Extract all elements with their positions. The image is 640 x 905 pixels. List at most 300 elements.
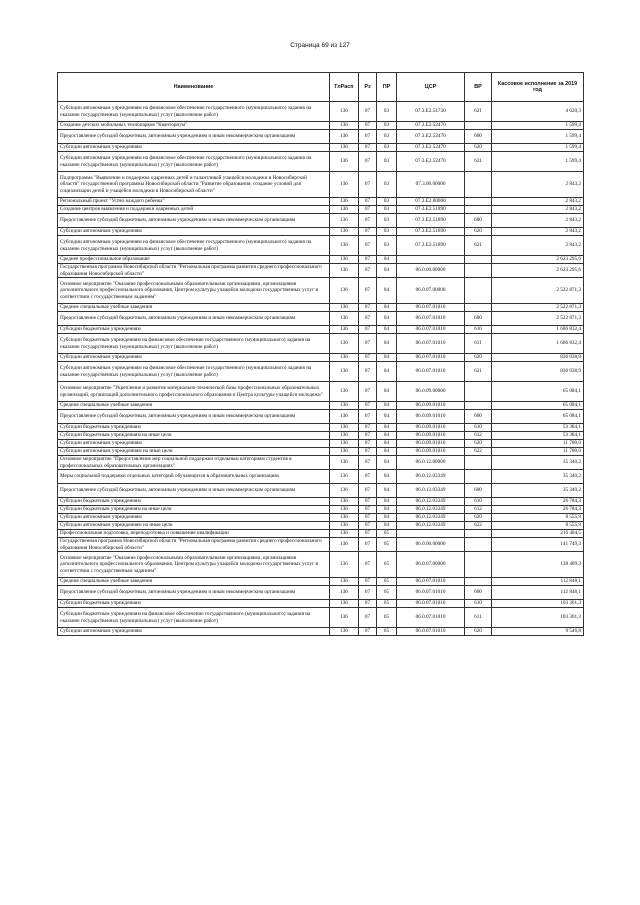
cell-csr: 06.0.00.00000 bbox=[397, 264, 465, 278]
cell-pr: 05 bbox=[377, 608, 397, 628]
cell-name: Предоставление субсидий бюджетным, автономным учреждениям и иным некоммерческим организациям bbox=[58, 410, 330, 424]
cell-glrasp: 136 bbox=[330, 530, 359, 538]
cell-csr: 06.0.09.01010 bbox=[397, 424, 465, 432]
cell-pr: 04 bbox=[377, 470, 397, 484]
cell-pr: 04 bbox=[377, 410, 397, 424]
cell-rz: 07 bbox=[359, 362, 377, 382]
cell-csr: 06.0.07.01010 bbox=[397, 312, 465, 326]
cell-name: Основное мероприятие "Предоставление мер социальной поддержки отдельным категориям студентов в профессиональных образовательных организациях" bbox=[58, 456, 330, 470]
cell-csr: 06.0.07.00000 bbox=[397, 278, 465, 304]
cell-vr: 600 bbox=[465, 484, 492, 498]
cell-execution: 2 843,2 bbox=[492, 214, 584, 228]
table-row bbox=[58, 448, 584, 456]
cell-pr: 04 bbox=[377, 484, 397, 498]
cell-csr: 07.3.E2.52470 bbox=[397, 152, 465, 172]
cell-execution: 112 848,1 bbox=[492, 578, 584, 586]
cell-name: Субсидии автономным учреждениям на финансовое обеспечение государственного (муниципального) задания на оказание государственных (муниципальных) услуг (выполнение работ) bbox=[58, 102, 330, 122]
cell-glrasp: 136 bbox=[330, 382, 359, 402]
cell-pr: 04 bbox=[377, 402, 397, 410]
column-header-rz: Рз bbox=[359, 73, 377, 102]
table-row bbox=[58, 198, 584, 206]
cell-rz: 07 bbox=[359, 432, 377, 440]
table-row bbox=[58, 130, 584, 144]
cell-vr: 621 bbox=[465, 102, 492, 122]
cell-vr: 620 bbox=[465, 514, 492, 522]
table-row bbox=[58, 514, 584, 522]
cell-pr: 04 bbox=[377, 256, 397, 264]
column-header-csr: ЦСР bbox=[397, 73, 465, 102]
table-row bbox=[58, 484, 584, 498]
cell-pr: 05 bbox=[377, 530, 397, 538]
cell-vr: 600 bbox=[465, 214, 492, 228]
cell-name: Основное мероприятие "Оказание профессиональными образовательными организациями, организациями дополнительного профессионального образования, Центром культуры учащейся молодежи государственных услуг в соответствии с государственным заданием" bbox=[58, 278, 330, 304]
cell-glrasp: 136 bbox=[330, 304, 359, 312]
cell-csr: 06.0.12.03349 bbox=[397, 484, 465, 498]
cell-name: Субсидии бюджетным учреждениям на финансовое обеспечение государственного (муниципального) задания на оказание государственных (муниципальных) услуг (выполнение работ) bbox=[58, 608, 330, 628]
cell-csr: 06.0.12.03349 bbox=[397, 506, 465, 514]
cell-vr: 600 bbox=[465, 410, 492, 424]
cell-csr: 06.0.12.03349 bbox=[397, 514, 465, 522]
cell-vr bbox=[465, 264, 492, 278]
cell-rz: 07 bbox=[359, 122, 377, 130]
cell-csr: 06.0.07.01010 bbox=[397, 362, 465, 382]
cell-execution: 8 555,9 bbox=[492, 514, 584, 522]
cell-execution: 65 084,1 bbox=[492, 410, 584, 424]
cell-pr: 05 bbox=[377, 586, 397, 600]
cell-rz: 07 bbox=[359, 264, 377, 278]
cell-name: Предоставление субсидий бюджетным, автономным учреждениям и иным некоммерческим организациям bbox=[58, 130, 330, 144]
cell-name: Субсидии автономным учреждениям на финансовое обеспечение государственного (муниципального) задания на оказание государственных (муниципальных) услуг (выполнение работ) bbox=[58, 362, 330, 382]
cell-pr: 03 bbox=[377, 228, 397, 236]
cell-execution: 2 522 871,3 bbox=[492, 278, 584, 304]
cell-execution: 1 686 832,4 bbox=[492, 326, 584, 334]
cell-glrasp: 136 bbox=[330, 214, 359, 228]
cell-name: Создание центров выявления и поддержки одаренных детей bbox=[58, 206, 330, 214]
table-row bbox=[58, 538, 584, 552]
cell-execution: 2 843,2 bbox=[492, 172, 584, 198]
cell-glrasp: 136 bbox=[330, 440, 359, 448]
cell-rz: 07 bbox=[359, 304, 377, 312]
cell-pr: 03 bbox=[377, 236, 397, 256]
cell-glrasp: 136 bbox=[330, 522, 359, 530]
cell-rz: 07 bbox=[359, 424, 377, 432]
cell-execution: 103 301,3 bbox=[492, 608, 584, 628]
cell-glrasp: 136 bbox=[330, 432, 359, 440]
cell-csr: 06.0.09.01010 bbox=[397, 402, 465, 410]
cell-rz: 07 bbox=[359, 236, 377, 256]
cell-vr: 620 bbox=[465, 440, 492, 448]
cell-glrasp: 136 bbox=[330, 122, 359, 130]
cell-csr: 06.0.07.01010 bbox=[397, 334, 465, 354]
cell-execution: 65 084,1 bbox=[492, 402, 584, 410]
cell-vr: 620 bbox=[465, 354, 492, 362]
cell-execution: 26 784,3 bbox=[492, 506, 584, 514]
cell-vr: 610 bbox=[465, 498, 492, 506]
cell-pr: 05 bbox=[377, 552, 397, 578]
cell-name: Субсидии бюджетным учреждениям bbox=[58, 600, 330, 608]
cell-pr: 04 bbox=[377, 448, 397, 456]
cell-csr: 07.3.E2.52470 bbox=[397, 130, 465, 144]
cell-rz: 07 bbox=[359, 506, 377, 514]
cell-name: Государственная программа Новосибирской области "Региональная программа развития среднего профессионального образования Новосибирской области" bbox=[58, 264, 330, 278]
cell-csr: 06.0.12.03349 bbox=[397, 522, 465, 530]
cell-csr: 06.0.07.01010 bbox=[397, 578, 465, 586]
cell-glrasp: 136 bbox=[330, 456, 359, 470]
cell-name: Предоставление субсидий бюджетным, автономным учреждениям и иным некоммерческим организациям bbox=[58, 484, 330, 498]
cell-vr: 611 bbox=[465, 608, 492, 628]
cell-vr: 621 bbox=[465, 362, 492, 382]
cell-glrasp: 136 bbox=[330, 326, 359, 334]
cell-csr: 06.0.07.01010 bbox=[397, 304, 465, 312]
cell-vr bbox=[465, 304, 492, 312]
cell-pr: 03 bbox=[377, 122, 397, 130]
cell-name: Субсидии автономным учреждениям bbox=[58, 354, 330, 362]
table-row bbox=[58, 440, 584, 448]
cell-glrasp: 136 bbox=[330, 410, 359, 424]
cell-name: Субсидии бюджетным учреждениям на иные цели bbox=[58, 506, 330, 514]
cell-pr: 03 bbox=[377, 102, 397, 122]
table-row bbox=[58, 402, 584, 410]
cell-execution: 35 340,2 bbox=[492, 456, 584, 470]
cell-csr: 06.0.00.00000 bbox=[397, 538, 465, 552]
cell-pr: 05 bbox=[377, 600, 397, 608]
cell-csr: 07.3.E2.52470 bbox=[397, 144, 465, 152]
cell-rz: 07 bbox=[359, 456, 377, 470]
cell-csr: 06.0.07.01010 bbox=[397, 354, 465, 362]
cell-vr bbox=[465, 382, 492, 402]
cell-glrasp: 136 bbox=[330, 102, 359, 122]
cell-pr: 03 bbox=[377, 214, 397, 228]
cell-csr: 06.0.09.01010 bbox=[397, 410, 465, 424]
cell-pr: 03 bbox=[377, 144, 397, 152]
cell-execution: 112 848,1 bbox=[492, 586, 584, 600]
cell-rz: 07 bbox=[359, 256, 377, 264]
table-row bbox=[58, 256, 584, 264]
cell-execution: 26 784,3 bbox=[492, 498, 584, 506]
column-header-vr: ВР bbox=[465, 73, 492, 102]
cell-glrasp: 136 bbox=[330, 228, 359, 236]
cell-name: Создание детских мобильных технопарков "Кванториум" bbox=[58, 122, 330, 130]
cell-execution: 9 546,8 bbox=[492, 628, 584, 636]
cell-pr: 04 bbox=[377, 514, 397, 522]
table-row bbox=[58, 382, 584, 402]
cell-pr: 04 bbox=[377, 278, 397, 304]
cell-name: Субсидии бюджетным учреждениям bbox=[58, 326, 330, 334]
cell-rz: 07 bbox=[359, 484, 377, 498]
cell-vr: 612 bbox=[465, 506, 492, 514]
cell-pr: 03 bbox=[377, 198, 397, 206]
cell-name: Подпрограмма "Выявление и поддержка одаренных детей и талантливой учащейся молодежи в Новосибирской области" государственной программы Новосибирской области "Развитие образования, создание условий для социализации детей и учащейся молодежи в Новосибирской области" bbox=[58, 172, 330, 198]
cell-csr: 06.0.12.00000 bbox=[397, 456, 465, 470]
cell-vr bbox=[465, 470, 492, 484]
cell-pr: 04 bbox=[377, 334, 397, 354]
cell-execution: 2 843,2 bbox=[492, 206, 584, 214]
cell-vr bbox=[465, 172, 492, 198]
cell-name: Предоставление субсидий бюджетным, автономным учреждениям и иным некоммерческим организациям bbox=[58, 214, 330, 228]
cell-pr: 03 bbox=[377, 152, 397, 172]
cell-csr bbox=[397, 530, 465, 538]
cell-execution: 141 749,3 bbox=[492, 538, 584, 552]
cell-csr: 06.0.07.01010 bbox=[397, 628, 465, 636]
cell-name: Государственная программа Новосибирской области "Региональная программа развития среднего профессионального образования Новосибирской области" bbox=[58, 538, 330, 552]
table-row bbox=[58, 530, 584, 538]
cell-name: Профессиональная подготовка, переподготовка и повышение квалификации bbox=[58, 530, 330, 538]
table-row bbox=[58, 498, 584, 506]
cell-pr: 04 bbox=[377, 312, 397, 326]
table-row bbox=[58, 326, 584, 334]
cell-execution: 35 340,2 bbox=[492, 470, 584, 484]
table-row bbox=[58, 424, 584, 432]
cell-rz: 07 bbox=[359, 144, 377, 152]
cell-rz: 07 bbox=[359, 410, 377, 424]
cell-glrasp: 136 bbox=[330, 600, 359, 608]
cell-csr bbox=[397, 256, 465, 264]
column-header-execution: Кассовое исполнение за 2019 год bbox=[492, 73, 584, 102]
cell-rz: 07 bbox=[359, 498, 377, 506]
table-row bbox=[58, 278, 584, 304]
cell-vr bbox=[465, 578, 492, 586]
cell-rz: 07 bbox=[359, 628, 377, 636]
cell-pr: 03 bbox=[377, 206, 397, 214]
cell-glrasp: 136 bbox=[330, 152, 359, 172]
cell-vr bbox=[465, 122, 492, 130]
cell-csr: 06.0.12.03349 bbox=[397, 498, 465, 506]
cell-glrasp: 136 bbox=[330, 334, 359, 354]
cell-glrasp: 136 bbox=[330, 578, 359, 586]
cell-name: Субсидии автономным учреждениям bbox=[58, 144, 330, 152]
cell-csr: 07.3.E2.51890 bbox=[397, 236, 465, 256]
cell-vr bbox=[465, 552, 492, 578]
cell-glrasp: 136 bbox=[330, 484, 359, 498]
cell-vr: 600 bbox=[465, 312, 492, 326]
table-row bbox=[58, 102, 584, 122]
table-row bbox=[58, 236, 584, 256]
cell-csr: 06.0.07.00000 bbox=[397, 552, 465, 578]
cell-rz: 07 bbox=[359, 470, 377, 484]
cell-rz: 07 bbox=[359, 214, 377, 228]
cell-execution: 2 843,2 bbox=[492, 198, 584, 206]
cell-csr: 07.3.E2.51890 bbox=[397, 214, 465, 228]
cell-vr: 610 bbox=[465, 326, 492, 334]
table-row bbox=[58, 506, 584, 514]
cell-csr: 07.3.E2.51890 bbox=[397, 206, 465, 214]
cell-vr: 620 bbox=[465, 228, 492, 236]
cell-glrasp: 136 bbox=[330, 538, 359, 552]
cell-name: Субсидии автономным учреждениям bbox=[58, 628, 330, 636]
cell-csr: 06.0.07.01010 bbox=[397, 600, 465, 608]
cell-name: Региональный проект "Успех каждого ребенка" bbox=[58, 198, 330, 206]
table-row bbox=[58, 628, 584, 636]
cell-glrasp: 136 bbox=[330, 362, 359, 382]
cell-vr bbox=[465, 402, 492, 410]
table-row bbox=[58, 362, 584, 382]
cell-glrasp: 136 bbox=[330, 278, 359, 304]
cell-rz: 07 bbox=[359, 402, 377, 410]
cell-rz: 07 bbox=[359, 514, 377, 522]
cell-execution: 1 599,4 bbox=[492, 144, 584, 152]
cell-csr: 06.0.09.01010 bbox=[397, 432, 465, 440]
cell-execution: 138 409,3 bbox=[492, 552, 584, 578]
cell-rz: 07 bbox=[359, 152, 377, 172]
cell-pr: 04 bbox=[377, 362, 397, 382]
cell-execution: 2 522 871,3 bbox=[492, 304, 584, 312]
cell-name: Субсидии автономным учреждениям bbox=[58, 514, 330, 522]
cell-name: Субсидии бюджетным учреждениям на финансовое обеспечение государственного (муниципального) задания на оказание государственных (муниципальных) услуг (выполнение работ) bbox=[58, 334, 330, 354]
cell-execution: 11 700,0 bbox=[492, 448, 584, 456]
cell-glrasp: 136 bbox=[330, 424, 359, 432]
cell-execution: 8 555,9 bbox=[492, 522, 584, 530]
cell-name: Меры социальной поддержки отдельных категорий обучающихся в образовательных организациях bbox=[58, 470, 330, 484]
cell-rz: 07 bbox=[359, 448, 377, 456]
cell-pr: 05 bbox=[377, 628, 397, 636]
budget-execution-table bbox=[57, 72, 584, 636]
table-row bbox=[58, 214, 584, 228]
page-number-label: Страница 69 из 127 bbox=[290, 42, 350, 49]
cell-name: Субсидии бюджетным учреждениям на иные цели bbox=[58, 432, 330, 440]
cell-rz: 07 bbox=[359, 326, 377, 334]
cell-name: Субсидии бюджетным учреждениям bbox=[58, 498, 330, 506]
cell-rz: 07 bbox=[359, 382, 377, 402]
cell-rz: 07 bbox=[359, 334, 377, 354]
cell-glrasp: 136 bbox=[330, 514, 359, 522]
cell-rz: 07 bbox=[359, 530, 377, 538]
cell-vr: 620 bbox=[465, 628, 492, 636]
cell-name: Субсидии бюджетным учреждениям bbox=[58, 424, 330, 432]
cell-execution: 1 599,4 bbox=[492, 122, 584, 130]
table-body bbox=[58, 102, 584, 636]
column-header-name: Наименование bbox=[58, 73, 330, 102]
cell-vr: 612 bbox=[465, 432, 492, 440]
table-row bbox=[58, 152, 584, 172]
cell-vr: 621 bbox=[465, 236, 492, 256]
cell-csr: 07.3.E2.52470 bbox=[397, 122, 465, 130]
table-row bbox=[58, 334, 584, 354]
table-row bbox=[58, 608, 584, 628]
cell-name: Средние специальные учебные заведения bbox=[58, 402, 330, 410]
cell-pr: 05 bbox=[377, 578, 397, 586]
cell-glrasp: 136 bbox=[330, 354, 359, 362]
cell-csr: 07.3.E2.00000 bbox=[397, 198, 465, 206]
table-row bbox=[58, 354, 584, 362]
cell-pr: 04 bbox=[377, 264, 397, 278]
cell-glrasp: 136 bbox=[330, 256, 359, 264]
cell-pr: 04 bbox=[377, 522, 397, 530]
cell-csr: 06.0.09.01010 bbox=[397, 448, 465, 456]
cell-pr: 04 bbox=[377, 424, 397, 432]
cell-execution: 1 686 832,4 bbox=[492, 334, 584, 354]
cell-glrasp: 136 bbox=[330, 198, 359, 206]
cell-vr bbox=[465, 278, 492, 304]
cell-execution: 2 843,2 bbox=[492, 228, 584, 236]
cell-glrasp: 136 bbox=[330, 130, 359, 144]
cell-csr: 07.3.00.00000 bbox=[397, 172, 465, 198]
cell-rz: 07 bbox=[359, 228, 377, 236]
cell-csr: 06.0.07.01010 bbox=[397, 608, 465, 628]
cell-pr: 04 bbox=[377, 498, 397, 506]
cell-vr: 611 bbox=[465, 334, 492, 354]
cell-glrasp: 136 bbox=[330, 236, 359, 256]
cell-name: Субсидии автономным учреждениям на иные цели bbox=[58, 522, 330, 530]
cell-glrasp: 136 bbox=[330, 206, 359, 214]
cell-rz: 07 bbox=[359, 172, 377, 198]
cell-vr: 621 bbox=[465, 152, 492, 172]
cell-rz: 07 bbox=[359, 522, 377, 530]
cell-pr: 04 bbox=[377, 432, 397, 440]
header-row bbox=[58, 73, 584, 102]
cell-glrasp: 136 bbox=[330, 144, 359, 152]
cell-rz: 07 bbox=[359, 440, 377, 448]
cell-name: Субсидии автономным учреждениям на финансовое обеспечение государственного (муниципального) задания на оказание государственных (муниципальных) услуг (выполнение работ) bbox=[58, 152, 330, 172]
table-row bbox=[58, 552, 584, 578]
cell-pr: 04 bbox=[377, 354, 397, 362]
cell-glrasp: 136 bbox=[330, 586, 359, 600]
cell-vr: 620 bbox=[465, 144, 492, 152]
cell-name: Субсидии автономным учреждениям bbox=[58, 228, 330, 236]
cell-csr: 07.3.E2.51890 bbox=[397, 228, 465, 236]
table-row bbox=[58, 410, 584, 424]
cell-vr bbox=[465, 538, 492, 552]
cell-vr: 610 bbox=[465, 424, 492, 432]
cell-execution: 4 020,3 bbox=[492, 102, 584, 122]
table-row bbox=[58, 470, 584, 484]
cell-glrasp: 136 bbox=[330, 498, 359, 506]
table-row bbox=[58, 456, 584, 470]
cell-rz: 07 bbox=[359, 538, 377, 552]
table-row bbox=[58, 264, 584, 278]
column-header-pr: ПР bbox=[377, 73, 397, 102]
cell-glrasp: 136 bbox=[330, 506, 359, 514]
cell-execution: 65 084,1 bbox=[492, 382, 584, 402]
cell-vr bbox=[465, 456, 492, 470]
table-row bbox=[58, 172, 584, 198]
cell-glrasp: 136 bbox=[330, 448, 359, 456]
cell-pr: 04 bbox=[377, 440, 397, 448]
cell-name: Среднее профессиональное образование bbox=[58, 256, 330, 264]
cell-rz: 07 bbox=[359, 586, 377, 600]
cell-csr: 06.0.12.03349 bbox=[397, 470, 465, 484]
table-row bbox=[58, 122, 584, 130]
cell-name: Средние специальные учебные заведения bbox=[58, 304, 330, 312]
table-row bbox=[58, 586, 584, 600]
cell-rz: 07 bbox=[359, 312, 377, 326]
cell-glrasp: 136 bbox=[330, 312, 359, 326]
cell-execution: 1 599,4 bbox=[492, 152, 584, 172]
cell-rz: 07 bbox=[359, 206, 377, 214]
cell-execution: 53 384,1 bbox=[492, 432, 584, 440]
cell-execution: 103 301,3 bbox=[492, 600, 584, 608]
cell-execution: 2 843,2 bbox=[492, 236, 584, 256]
cell-vr: 600 bbox=[465, 586, 492, 600]
cell-execution: 2 522 871,3 bbox=[492, 312, 584, 326]
cell-rz: 07 bbox=[359, 600, 377, 608]
cell-rz: 07 bbox=[359, 578, 377, 586]
cell-vr: 622 bbox=[465, 522, 492, 530]
cell-name: Субсидии автономным учреждениям bbox=[58, 440, 330, 448]
cell-rz: 07 bbox=[359, 278, 377, 304]
table-header bbox=[58, 73, 584, 102]
table-row bbox=[58, 228, 584, 236]
table-row bbox=[58, 312, 584, 326]
cell-csr: 07.3.E2.51730 bbox=[397, 102, 465, 122]
cell-name: Субсидии автономным учреждениям на иные цели bbox=[58, 448, 330, 456]
cell-pr: 04 bbox=[377, 304, 397, 312]
cell-pr: 05 bbox=[377, 538, 397, 552]
column-header-glrasp: ГлРасп bbox=[330, 73, 359, 102]
cell-execution: 836 038,9 bbox=[492, 354, 584, 362]
table-row bbox=[58, 522, 584, 530]
cell-glrasp: 136 bbox=[330, 402, 359, 410]
cell-pr: 04 bbox=[377, 506, 397, 514]
